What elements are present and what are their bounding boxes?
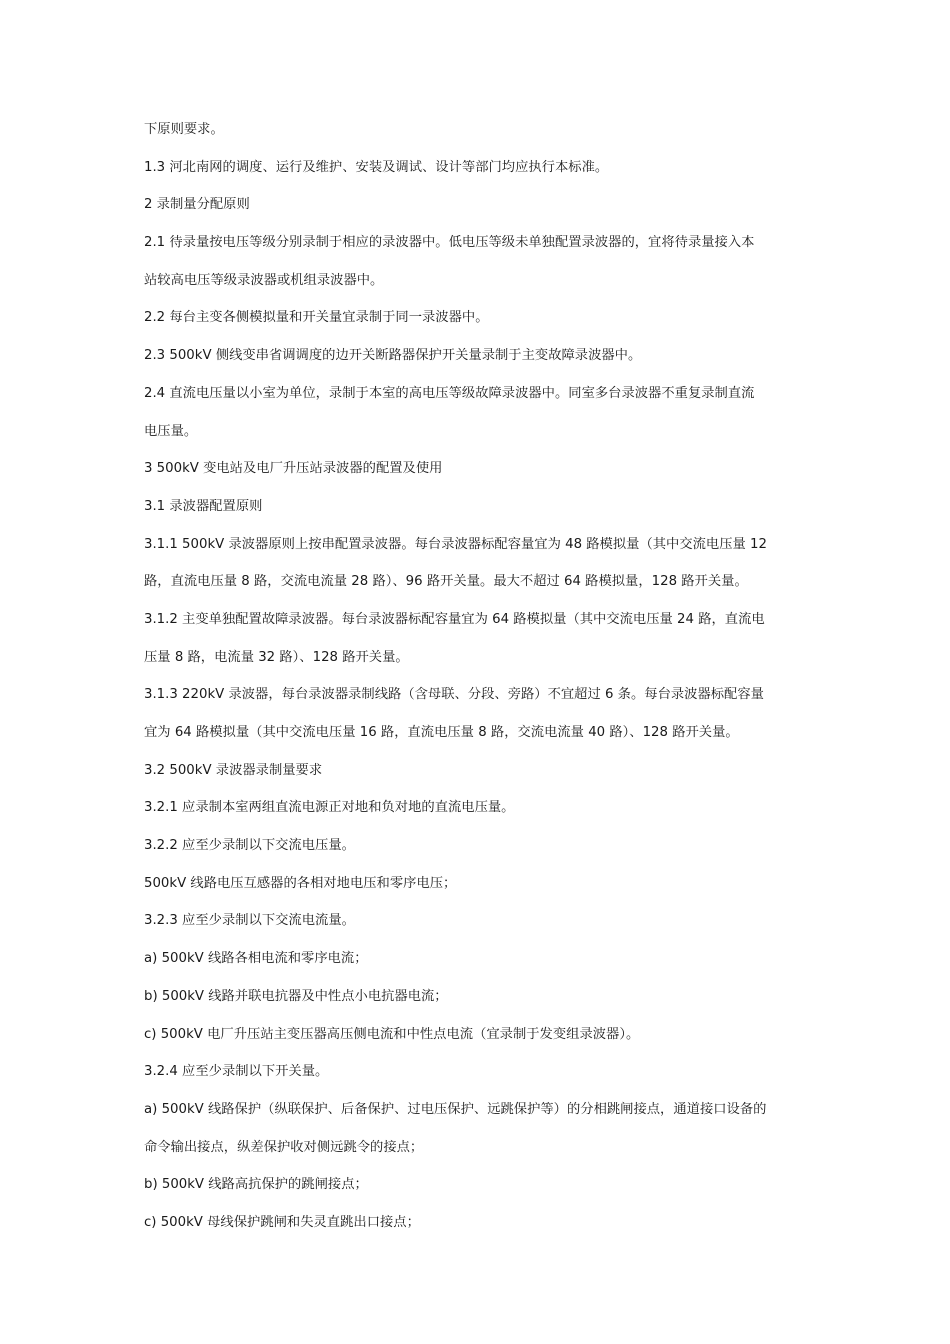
list-item: b) 500kV 线路高抗保护的跳闸接点； xyxy=(144,1177,368,1193)
text-line: 3.2.2 应至少录制以下交流电压量。 xyxy=(144,838,355,854)
section-heading: 3.2 500kV 录波器录制量要求 xyxy=(144,762,323,778)
text-line: 1.3 河北南网的调度、运行及维护、安装及调试、设计等部门均应执行本标准。 xyxy=(144,159,609,175)
list-item: a) 500kV 线路保护（纵联保护、后备保护、过电压保护、远跳保护等）的分相跳闸接点，通道接口设备的 xyxy=(144,1101,767,1117)
section-heading: 3.1 录波器配置原则 xyxy=(144,498,263,514)
text-line: 2.4 直流电压量以小室为单位，录制于本室的高电压等级故障录波器中。同室多台录波器不重复录制直流 xyxy=(144,385,755,401)
document-body xyxy=(144,121,812,1252)
text-line: 2.3 500kV 侧线变串省调调度的边开关断路器保护开关量录制于主变故障录波器中。 xyxy=(144,348,642,364)
list-item: c) 500kV 母线保护跳闸和失灵直跳出口接点； xyxy=(144,1214,420,1230)
text-line: 压量 8 路，电流量 32 路）、128 路开关量。 xyxy=(144,649,409,665)
list-item: a) 500kV 线路各相电流和零序电流； xyxy=(144,951,368,967)
text-line: 宜为 64 路模拟量（其中交流电压量 16 路，直流电压量 8 路，交流电流量 40 路）、128 路开关量。 xyxy=(144,725,739,740)
text-line: 500kV 线路电压互感器的各相对地电压和零序电压； xyxy=(144,875,457,891)
text-line: 3.2.1 应录制本室两组直流电源正对地和负对地的直流电压量。 xyxy=(144,800,515,816)
text-line: 3.1.2 主变单独配置故障录波器。每台录波器标配容量宜为 64 路模拟量（其中交流电压量 24 路，直流电 xyxy=(144,611,765,627)
text-line: 2.1 待录量按电压等级分别录制于相应的录波器中。低电压等级未单独配置录波器的，宜将待录量接入本 xyxy=(144,235,755,251)
list-item: b) 500kV 线路并联电抗器及中性点小电抗器电流； xyxy=(144,988,448,1004)
text-line: 下原则要求。 xyxy=(144,122,224,137)
section-heading: 2 录制量分配原则 xyxy=(144,197,250,213)
text-line: 路，直流电压量 8 路，交流电流量 28 路）、96 路开关量。最大不超过 64 路模拟量，128 路开关量。 xyxy=(144,574,748,590)
text-line: 3.1.3 220kV 录波器，每台录波器录制线路（含母联、分段、旁路）不宜超过 6 条。每台录波器标配容量 xyxy=(144,687,764,703)
list-item: c) 500kV 电厂升压站主变压器高压侧电流和中性点电流（宜录制于发变组录波器）。 xyxy=(144,1026,640,1042)
text-line: 2.2 每台主变各侧模拟量和开关量宜录制于同一录波器中。 xyxy=(144,310,489,326)
text-line: 命令输出接点，纵差保护收对侧远跳令的接点； xyxy=(144,1139,424,1155)
text-line: 3.2.4 应至少录制以下开关量。 xyxy=(144,1064,329,1080)
section-heading: 3 500kV 变电站及电厂升压站录波器的配置及使用 xyxy=(144,461,443,477)
text-line: 3.1.1 500kV 录波器原则上按串配置录波器。每台录波器标配容量宜为 48 路模拟量（其中交流电压量 12 xyxy=(144,536,767,552)
text-line: 电压量。 xyxy=(144,423,198,439)
text-line: 3.2.3 应至少录制以下交流电流量。 xyxy=(144,913,355,929)
text-line: 站较高电压等级录波器或机组录波器中。 xyxy=(144,272,384,288)
